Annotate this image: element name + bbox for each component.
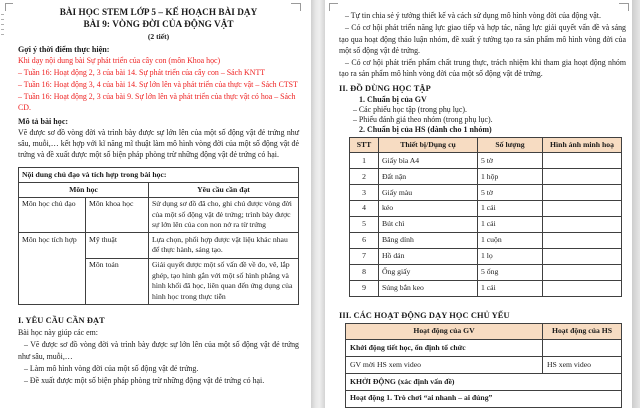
section-iii-heading: III. CÁC HOẠT ĐỘNG DẠY HỌC CHỦ YẾU <box>339 311 510 321</box>
timing-line-1: – Tuần 16: Hoạt động 2, 3 của bài 14. Sự phát triển của cây con – Sách KNTT <box>18 67 266 77</box>
supply-row-2-stt: 3 <box>350 185 379 201</box>
activity-row-1-gv: GV mời HS xem video <box>346 357 543 374</box>
table-row <box>350 249 622 265</box>
table-row <box>346 340 622 357</box>
section-i-intro: Bài học này giúp các em: <box>18 327 98 337</box>
student-supplies-table <box>349 137 622 297</box>
section-i-item-2: – Đề xuất được một số biện pháp phòng trừ những động vật đẻ trứng có hại. <box>24 376 265 386</box>
section-ii-heading: II. ĐỒ DÙNG HỌC TẬP <box>339 83 431 93</box>
continued-item-2: – Có cơ hội phát triển phẩm chất trung thực, trách nhiệm khi tham gia hoạt động nhóm tạo ra sản phẩm mô hình vòng đời của một số động vật đẻ trứng. <box>339 58 626 79</box>
page-gutter <box>311 0 325 408</box>
activity-row-3-gv: Hoạt động 1. Trò chơi “ai nhanh – ai đúng” <box>346 390 622 407</box>
table-row <box>19 168 299 183</box>
supply-row-7-name: Ống giấy <box>379 265 478 281</box>
description-heading: Mô tả bài học: <box>18 116 69 126</box>
timing-line-3: – Tuần 16: Hoạt động 2, 3 của bài 9. Sự lớn lên và phát triển của thực vật có hoa – Sách CD. <box>18 91 296 113</box>
table-row <box>350 185 622 201</box>
table-row <box>350 153 622 169</box>
teacher-prep-item-0: – Các phiếu học tập (trong phụ lục). <box>353 104 467 114</box>
supply-row-0-name: Giấy bìa A4 <box>379 153 478 169</box>
supply-row-2-qty: 5 tờ <box>478 185 543 201</box>
supply-row-1-image <box>543 169 622 185</box>
supply-row-5-qty: 1 cuộn <box>478 233 543 249</box>
supply-row-7-stt: 8 <box>350 265 379 281</box>
table-row <box>350 217 622 233</box>
section-i-heading: I. YÊU CẦU CẦN ĐẠT <box>18 315 105 325</box>
table-row <box>350 265 622 281</box>
supply-row-0-qty: 5 tờ <box>478 153 543 169</box>
supply-row-8-image <box>543 281 622 297</box>
content-row-1-requirement: Lựa chọn, phối hợp được vật liệu khác nhau để thực hành, sáng tạo. <box>149 233 299 258</box>
page-left <box>0 0 311 408</box>
activity-row-0-hs <box>543 340 622 357</box>
supply-header-device: Thiết bị/Dụng cụ <box>379 137 478 153</box>
activity-header-gv: Hoạt động của GV <box>346 324 543 340</box>
teaching-activities-table <box>345 323 622 408</box>
supply-row-6-qty: 1 lọ <box>478 249 543 265</box>
supply-row-6-image <box>543 249 622 265</box>
table-row <box>350 281 622 297</box>
supply-row-8-name: Súng bắn keo <box>379 281 478 297</box>
supply-row-7-image <box>543 265 622 281</box>
supply-row-3-image <box>543 201 622 217</box>
table-header-row <box>350 137 622 153</box>
timing-heading: Gợi ý thời điểm thực hiện: <box>18 45 110 54</box>
content-table-header-requirement: Yêu cầu cần đạt <box>149 183 299 198</box>
supply-row-7-qty: 5 ống <box>478 265 543 281</box>
page-right-edge-shadow <box>632 0 640 408</box>
supply-row-4-qty: 1 cái <box>478 217 543 233</box>
supply-row-8-stt: 9 <box>350 281 379 297</box>
content-row-1-group: Môn học tích hợp <box>19 233 86 305</box>
supply-row-1-name: Đất nặn <box>379 169 478 185</box>
activity-row-2-gv: KHỞI ĐỘNG (xác định vấn đề) <box>346 374 622 391</box>
supply-row-4-image <box>543 217 622 233</box>
table-row <box>19 183 299 198</box>
supply-row-2-image <box>543 185 622 201</box>
teacher-prep-item-1: – Phiếu đánh giá theo nhóm (trong phụ lục). <box>353 114 493 124</box>
supply-row-8-qty: 1 cái <box>478 281 543 297</box>
supply-header-image: Hình ảnh minh hoạ <box>543 137 622 153</box>
content-row-0-group: Môn học chủ đạo <box>19 197 86 233</box>
supply-row-3-qty: 1 cái <box>478 201 543 217</box>
table-row <box>346 374 622 391</box>
content-row-0-requirement: Sử dụng sơ đồ đã cho, ghi chú được vòng đời của một số động vật đẻ trứng; trình bày được sự lớn lên của con non nở ra từ trứng <box>149 197 299 233</box>
page-title-line2: BÀI 9: VÒNG ĐỜI CỦA ĐỘNG VẬT <box>83 19 234 29</box>
supply-row-2-name: Giấy màu <box>379 185 478 201</box>
continued-item-1: – Có cơ hội phát triển năng lực giao tiếp và hợp tác, năng lực giải quyết vấn đề và sáng tạo qua hoạt động thảo luận nhóm, đề xuất ý tưởng tạo ra sản phẩm mô hình vòng đời của một số động vật đẻ trứng. <box>339 23 626 55</box>
activity-row-1-hs: HS xem video <box>543 357 622 374</box>
supply-row-5-stt: 6 <box>350 233 379 249</box>
table-row <box>346 390 622 407</box>
content-row-2-subject: Môn toán <box>86 258 149 304</box>
crop-mark-top-left <box>5 3 13 11</box>
page-subtitle: (2 tiết) <box>147 32 170 41</box>
table-row <box>346 357 622 374</box>
timing-line-0: Khi dạy nội dung bài Sự phát triển của cây con (môn Khoa học) <box>18 56 221 65</box>
student-prep-heading: 2. Chuẩn bị của HS (dành cho 1 nhóm) <box>359 125 492 135</box>
crop-mark-top-left-right-page <box>329 3 338 11</box>
content-row-0-subject: Môn khoa học <box>86 197 149 233</box>
supply-row-4-stt: 5 <box>350 217 379 233</box>
ruler-ticks <box>1 14 4 40</box>
supply-row-3-stt: 4 <box>350 201 379 217</box>
table-row <box>19 233 299 258</box>
table-row <box>19 197 299 233</box>
teacher-prep-heading: 1. Chuẩn bị của GV <box>359 94 427 104</box>
content-table-header-subject: Môn học <box>19 183 149 198</box>
supply-row-3-name: kéo <box>379 201 478 217</box>
continued-item-0: – Tự tin chia sẻ ý tưởng thiết kế và cách sử dụng mô hình vòng đời của động vật. <box>345 11 601 20</box>
crop-mark-top-right <box>291 3 301 11</box>
supply-row-0-stt: 1 <box>350 153 379 169</box>
activity-row-0-gv: Khởi động tiết học, ổn định tổ chức <box>346 340 543 357</box>
supply-row-0-image <box>543 153 622 169</box>
page-right <box>325 0 640 408</box>
section-i-item-0: – Vẽ được sơ đồ vòng đời và trình bày được sự lớn lên của một số động vật đẻ trứng như sâu, muỗi,… <box>18 340 299 361</box>
supply-row-6-name: Hồ dán <box>379 249 478 265</box>
content-row-1-subject: Mỹ thuật <box>86 233 149 258</box>
supply-row-4-name: Bút chì <box>379 217 478 233</box>
timing-line-2: – Tuần 16: Hoạt động 3, 4 của bài 14. Sự lớn lên và phát triển của thực vật – Sách CTST <box>18 79 298 89</box>
supply-header-stt: STT <box>350 137 379 153</box>
supply-row-5-image <box>543 233 622 249</box>
activity-header-hs: Hoạt động của HS <box>543 324 622 340</box>
table-header-row <box>346 324 622 340</box>
content-row-2-requirement: Giải quyết được một số vấn đề về đo, vẽ, lắp ghép, tạo hình gắn với một số hình phẳng và hình khối đã học, liên quan đến ứng dụng của hình học trong thực tiễn <box>149 258 299 304</box>
supply-header-qty: Số lượng <box>478 137 543 153</box>
description-body: Vẽ được sơ đồ vòng đời và trình bày được sự lớn lên của một số động vật đẻ trứng như sâu, muỗi,… kết hợp với kĩ năng mĩ thuật làm mô hình vòng đời của một số động vật đẻ trứng và đề xuất được một số biện pháp phòng trừ những động vật đẻ trứng có hại. <box>18 127 299 160</box>
content-table-title: Nội dung chủ đạo và tích hợp trong bài học: <box>19 168 299 183</box>
crop-mark-top-right-right-page <box>619 3 629 11</box>
supply-row-6-stt: 7 <box>350 249 379 265</box>
content-integration-table <box>18 167 299 305</box>
supply-row-1-qty: 1 hộp <box>478 169 543 185</box>
table-row <box>350 201 622 217</box>
table-row <box>350 169 622 185</box>
table-row <box>350 233 622 249</box>
supply-row-1-stt: 2 <box>350 169 379 185</box>
page-title-line1: BÀI HỌC STEM LỚP 5 – KẾ HOẠCH BÀI DẠY <box>59 7 258 17</box>
section-i-item-1: – Làm mô hình vòng đời của một số động vật đẻ trứng. <box>24 363 199 373</box>
supply-row-5-name: Băng dính <box>379 233 478 249</box>
